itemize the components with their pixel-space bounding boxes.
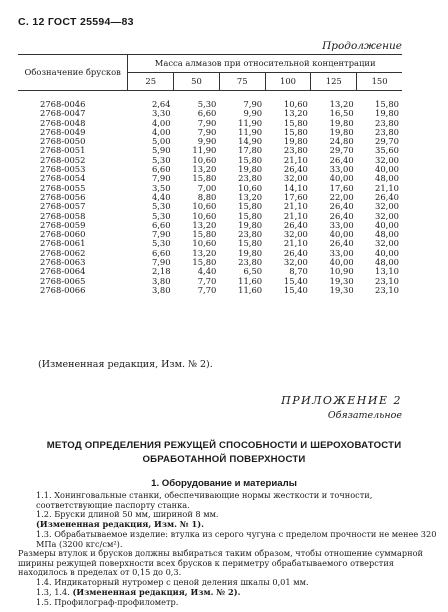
designation-cell: 2768-0059 [40, 219, 86, 230]
mass-value-cell: 32,00 [375, 210, 399, 221]
mass-value-cell: 21,10 [283, 154, 308, 165]
mass-value-cell: 40,00 [375, 219, 399, 230]
mass-value-cell: 13,20 [238, 191, 263, 202]
appendix-label: ПРИЛОЖЕНИЕ 2 [281, 394, 402, 407]
mass-value-cell: 5,30 [151, 238, 171, 249]
mass-value-cell: 4,40 [151, 191, 171, 202]
mass-value-cell: 15,80 [192, 229, 217, 240]
mass-value-cell: 48,00 [375, 229, 399, 240]
mass-value-cell: 19,80 [375, 108, 399, 119]
mass-value-cell: 6,50 [243, 266, 263, 277]
mass-value-cell: 15,40 [283, 275, 308, 286]
mass-value-cell: 15,80 [192, 257, 217, 268]
mass-value-cell: 5,30 [151, 210, 171, 221]
mass-value-cell: 23,80 [238, 229, 263, 240]
mass-value-cell: 15,80 [192, 173, 217, 184]
mass-value-cell: 26,40 [329, 201, 354, 212]
mass-value-cell: 33,00 [329, 219, 354, 230]
mass-value-cell: 40,00 [329, 173, 354, 184]
mass-value-cell: 7,90 [197, 126, 217, 137]
mass-value-cell: 2,18 [151, 266, 171, 277]
mass-value-cell: 19,80 [238, 164, 263, 175]
mass-value-cell: 7,90 [151, 173, 171, 184]
mass-value-cell: 10,60 [192, 210, 217, 221]
designation-header: Обозначение брусков [18, 55, 128, 91]
concentration-column-header: 50 [174, 73, 220, 91]
mass-value-cell: 23,80 [283, 145, 308, 156]
mass-value-cell: 5,30 [197, 99, 217, 109]
mass-value-cell: 26,40 [283, 247, 308, 258]
mass-value-cell: 16,50 [329, 108, 354, 119]
mass-value-cell: 17,60 [329, 182, 354, 193]
mass-value-cell: 15,80 [238, 154, 263, 165]
continuation-label: Продолжение [322, 40, 402, 52]
mass-value-cell: 13,10 [375, 266, 399, 277]
designation-cell: 2768-0054 [40, 173, 86, 184]
mass-value-cell: 23,80 [375, 117, 399, 128]
mass-value-cell: 48,00 [375, 173, 399, 184]
mass-value-cell: 17,80 [238, 145, 263, 156]
mass-value-cell: 15,80 [283, 117, 308, 128]
mass-value-cell: 9,90 [243, 108, 263, 119]
appendix-status: Обязательное [327, 410, 402, 421]
concentration-group-header: Масса алмазов при относительной концентрации [128, 55, 402, 73]
mass-value-cell: 5,90 [151, 145, 171, 156]
mass-value-cell: 19,80 [283, 136, 308, 147]
table-row [18, 286, 402, 295]
mass-value-cell: 26,40 [329, 210, 354, 221]
designation-cell: 2768-0046 [40, 99, 86, 109]
paragraph-1-3b: Размеры втулок и брусков должны выбираться таким образом, чтобы отношение суммарной ширины режущей поверхности всех брусков к периметру обрабатываемого отверстия находилось в пределах от 0,15 до 0,3. [18, 548, 423, 578]
mass-value-cell: 19,30 [329, 284, 354, 295]
designation-cell: 2768-0050 [40, 136, 86, 147]
method-title-line1: МЕТОД ОПРЕДЕЛЕНИЯ РЕЖУЩЕЙ СПОСОБНОСТИ И ШЕРОХОВАТОСТИ [46, 440, 402, 451]
table-row [18, 91, 402, 110]
mass-value-cell: 26,40 [283, 164, 308, 175]
designation-cell: 2768-0058 [40, 210, 86, 221]
mass-value-cell: 11,90 [238, 126, 263, 137]
mass-value-cell: 3,80 [151, 275, 171, 286]
mass-value-cell: 13,20 [283, 108, 308, 119]
mass-value-cell: 7,70 [197, 284, 217, 295]
mass-value-cell: 13,20 [192, 164, 217, 175]
mass-value-cell: 6,60 [151, 247, 171, 258]
mass-value-cell: 48,00 [375, 257, 399, 268]
designation-cell: 2768-0057 [40, 201, 86, 212]
concentration-column-header: 125 [311, 73, 357, 91]
mass-value-cell: 4,00 [151, 117, 171, 128]
mass-value-cell: 10,90 [329, 266, 354, 277]
mass-value-cell: 2,64 [151, 99, 171, 109]
concentration-column-header: 75 [219, 73, 265, 91]
mass-value-cell: 40,00 [375, 247, 399, 258]
mass-value-cell: 13,20 [192, 247, 217, 258]
designation-cell: 2768-0063 [40, 257, 86, 268]
mass-value-cell: 19,80 [238, 219, 263, 230]
mass-value-cell: 15,80 [283, 126, 308, 137]
mass-value-cell: 21,10 [283, 210, 308, 221]
mass-value-cell: 32,00 [375, 238, 399, 249]
mass-value-cell: 33,00 [329, 164, 354, 175]
mass-value-cell: 7,00 [197, 182, 217, 193]
diamond-mass-table [18, 54, 402, 295]
mass-value-cell: 32,00 [283, 257, 308, 268]
mass-value-cell: 22,00 [329, 191, 354, 202]
mass-value-cell: 21,10 [283, 201, 308, 212]
mass-value-cell: 7,90 [243, 99, 263, 109]
paragraph-1-5: 1.5. Профилограф-профилометр. [36, 597, 179, 607]
paragraph-1-4: 1.4. Индикаторный нутромер с ценой деления шкалы 0,01 мм. [36, 577, 309, 587]
mass-value-cell: 9,90 [197, 136, 217, 147]
paragraph-1-3: 1.3. Обрабатываемое изделие: втулка из серого чугуна с пределом прочности не менее 320 МПа (3200 кгс/см²). [36, 529, 437, 549]
mass-value-cell: 23,10 [375, 284, 399, 295]
mass-value-cell: 21,10 [375, 182, 399, 193]
paragraph-1-2: 1.2. Бруски длиной 50 мм, шириной 8 мм. [36, 509, 219, 519]
designation-cell: 2768-0051 [40, 145, 86, 156]
mass-value-cell: 19,80 [238, 247, 263, 258]
mass-value-cell: 29,70 [329, 145, 354, 156]
mass-value-cell: 10,60 [192, 154, 217, 165]
mass-value-cell: 5,30 [151, 201, 171, 212]
mass-value-cell: 4,00 [151, 126, 171, 137]
mass-value-cell: 19,80 [329, 126, 354, 137]
mass-value-cell: 15,40 [283, 284, 308, 295]
mass-value-cell: 26,40 [375, 191, 399, 202]
mass-value-cell: 6,60 [151, 164, 171, 175]
mass-value-cell: 40,00 [329, 229, 354, 240]
designation-cell: 2768-0048 [40, 117, 86, 128]
mass-value-cell: 23,80 [238, 257, 263, 268]
designation-cell: 2768-0062 [40, 247, 86, 258]
mass-value-cell: 40,00 [329, 257, 354, 268]
mass-value-cell: 14,90 [238, 136, 263, 147]
mass-value-cell: 7,90 [151, 257, 171, 268]
mass-value-cell: 26,40 [329, 154, 354, 165]
mass-value-cell: 15,80 [238, 238, 263, 249]
mass-value-cell: 10,60 [238, 182, 263, 193]
mass-value-cell: 15,80 [375, 99, 399, 109]
mass-value-cell: 8,80 [197, 191, 217, 202]
mass-value-cell: 5,00 [151, 136, 171, 147]
mass-value-cell: 11,90 [192, 145, 217, 156]
designation-cell: 2768-0064 [40, 266, 86, 277]
mass-value-cell: 13,20 [192, 219, 217, 230]
amendment-note: (Измененная редакция, Изм. № 2). [38, 359, 213, 370]
mass-value-cell: 32,00 [283, 229, 308, 240]
mass-value-cell: 21,10 [283, 238, 308, 249]
mass-value-cell: 23,80 [238, 173, 263, 184]
designation-cell: 2768-0065 [40, 275, 86, 286]
mass-value-cell: 11,90 [238, 117, 263, 128]
mass-value-cell: 10,60 [192, 238, 217, 249]
mass-value-cell: 23,10 [375, 275, 399, 286]
mass-value-cell: 32,00 [375, 154, 399, 165]
mass-value-cell: 8,70 [289, 266, 308, 277]
page-header: С. 12 ГОСТ 25594—83 [18, 16, 134, 28]
designation-cell: 2768-0055 [40, 182, 86, 193]
designation-cell: 2768-0049 [40, 126, 86, 137]
mass-value-cell: 4,40 [197, 266, 217, 277]
mass-value-cell: 6,60 [151, 219, 171, 230]
mass-value-cell: 14,10 [283, 182, 308, 193]
designation-cell: 2768-0061 [40, 238, 86, 249]
designation-cell: 2768-0047 [40, 108, 86, 119]
mass-value-cell: 17,60 [283, 191, 308, 202]
mass-value-cell: 3,50 [151, 182, 171, 193]
designation-cell: 2768-0052 [40, 154, 86, 165]
mass-value-cell: 5,30 [151, 154, 171, 165]
mass-value-cell: 7,70 [197, 275, 217, 286]
mass-value-cell: 3,30 [151, 108, 171, 119]
mass-value-cell: 10,60 [283, 99, 308, 109]
mass-value-cell: 19,80 [329, 117, 354, 128]
mass-value-cell: 11,60 [238, 284, 263, 295]
mass-value-cell: 10,60 [192, 201, 217, 212]
mass-value-cell: 15,80 [238, 210, 263, 221]
mass-value-cell: 35,60 [375, 145, 399, 156]
mass-value-cell: 7,90 [197, 117, 217, 128]
mass-value-cell: 32,00 [283, 173, 308, 184]
mass-value-cell: 7,90 [151, 229, 171, 240]
paragraph-1-2-amendment: (Измененная редакция, Изм. № 1). [36, 519, 204, 529]
mass-value-cell: 11,60 [238, 275, 263, 286]
mass-value-cell: 3,80 [151, 284, 171, 295]
mass-value-cell: 24,80 [329, 136, 354, 147]
mass-value-cell: 15,80 [238, 201, 263, 212]
concentration-column-header: 25 [128, 73, 174, 91]
mass-value-cell: 32,00 [375, 201, 399, 212]
paragraph-1-3-1-4-amendment: 1.3, 1.4. (Измененная редакция, Изм. № 2). [36, 587, 241, 597]
mass-value-cell: 23,80 [375, 126, 399, 137]
mass-value-cell: 6,60 [197, 108, 217, 119]
mass-value-cell: 26,40 [283, 219, 308, 230]
designation-cell: 2768-0060 [40, 229, 86, 240]
concentration-column-header: 150 [357, 73, 402, 91]
section-title: 1. Оборудование и материалы [151, 478, 297, 489]
mass-value-cell: 33,00 [329, 247, 354, 258]
mass-value-cell: 19,30 [329, 275, 354, 286]
mass-value-cell: 13,20 [329, 99, 354, 109]
method-title-line2: ОБРАБОТАННОЙ ПОВЕРХНОСТИ [142, 454, 306, 465]
designation-cell: 2768-0056 [40, 191, 86, 202]
mass-value-cell: 29,70 [375, 136, 399, 147]
mass-value-cell: 26,40 [329, 238, 354, 249]
designation-cell: 2768-0053 [40, 164, 86, 175]
mass-value-cell: 40,00 [375, 164, 399, 175]
paragraph-1-1: 1.1. Хонинговальные станки, обеспечивающие нормы жесткости и точности, соответствующие паспорту станка. [36, 490, 373, 510]
designation-cell: 2768-0066 [40, 284, 86, 295]
concentration-column-header: 100 [265, 73, 311, 91]
